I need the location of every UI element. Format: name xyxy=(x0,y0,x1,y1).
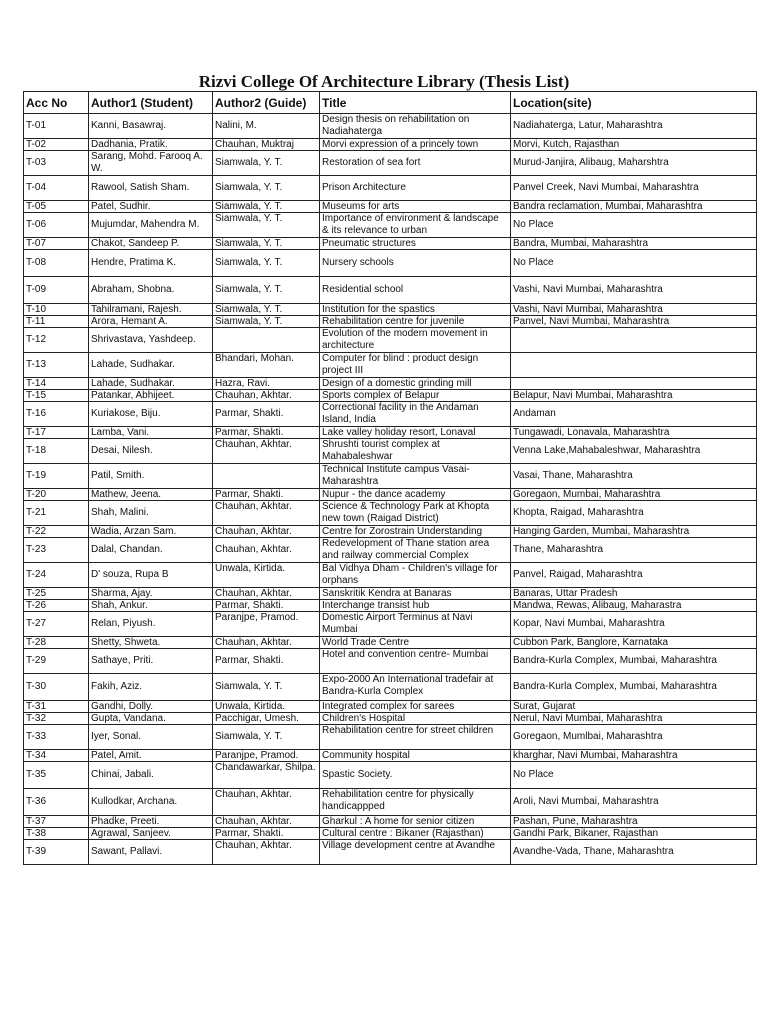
cell-author2: Paranjpe, Pramod. xyxy=(213,750,320,762)
cell-author1: Kanni, Basawraj. xyxy=(89,114,213,139)
cell-author2 xyxy=(213,464,320,489)
cell-title: Pneumatic structures xyxy=(320,238,511,250)
cell-location: Nerul, Navi Mumbai, Maharashtra xyxy=(511,713,757,725)
cell-author2: Parmar, Shakti. xyxy=(213,649,320,674)
cell-title: Residential school xyxy=(320,277,511,304)
column-header-title: Title xyxy=(320,92,511,114)
table-row xyxy=(24,750,757,762)
table-row xyxy=(24,526,757,538)
table-row xyxy=(24,427,757,439)
cell-author2: Chauhan, Akhtar. xyxy=(213,637,320,649)
cell-author1: Iyer, Sonal. xyxy=(89,725,213,750)
cell-title: Design thesis on rehabilitation on Nadiahaterga xyxy=(320,114,511,139)
cell-location: Kopar, Navi Mumbai, Maharashtra xyxy=(511,612,757,637)
cell-author2: Nalini, M. xyxy=(213,114,320,139)
cell-acc-no: T-35 xyxy=(24,762,89,789)
cell-acc-no: T-14 xyxy=(24,378,89,390)
table-row xyxy=(24,277,757,304)
cell-location: Pashan, Pune, Maharashtra xyxy=(511,816,757,828)
table-row xyxy=(24,328,757,353)
cell-author2: Chauhan, Akhtar. xyxy=(213,439,320,464)
cell-author2: Unwala, Kirtida. xyxy=(213,563,320,588)
table-row xyxy=(24,353,757,378)
cell-acc-no: T-27 xyxy=(24,612,89,637)
cell-author2: Pacchigar, Umesh. xyxy=(213,713,320,725)
cell-author2: Chauhan, Akhtar. xyxy=(213,526,320,538)
cell-author2: Parmar, Shakti. xyxy=(213,402,320,427)
cell-location: Tungawadi, Lonavala, Maharashtra xyxy=(511,427,757,439)
cell-title: Nupur - the dance academy xyxy=(320,489,511,501)
cell-title: Institution for the spastics xyxy=(320,304,511,316)
column-header-author1: Author1 (Student) xyxy=(89,92,213,114)
table-row xyxy=(24,176,757,201)
column-header-author2: Author2 (Guide) xyxy=(213,92,320,114)
cell-title: Community hospital xyxy=(320,750,511,762)
cell-author1: Shah, Ankur. xyxy=(89,600,213,612)
cell-acc-no: T-28 xyxy=(24,637,89,649)
cell-title: Rehabilitation centre for physically handicappped xyxy=(320,789,511,816)
cell-title: Prison Architecture xyxy=(320,176,511,201)
cell-location: Bandra reclamation, Mumbai, Maharashtra xyxy=(511,201,757,213)
table-row xyxy=(24,649,757,674)
cell-author2: Siamwala, Y. T. xyxy=(213,674,320,701)
cell-acc-no: T-31 xyxy=(24,701,89,713)
table-row xyxy=(24,213,757,238)
cell-author1: Relan, Piyush. xyxy=(89,612,213,637)
cell-location: No Place xyxy=(511,213,757,238)
cell-author1: Shrivastava, Yashdeep. xyxy=(89,328,213,353)
cell-acc-no: T-03 xyxy=(24,151,89,176)
table-row xyxy=(24,439,757,464)
cell-author1: Dalal, Chandan. xyxy=(89,538,213,563)
cell-title: Village development centre at Avandhe xyxy=(320,840,511,865)
cell-author1: Abraham, Shobna. xyxy=(89,277,213,304)
cell-acc-no: T-18 xyxy=(24,439,89,464)
cell-acc-no: T-29 xyxy=(24,649,89,674)
cell-acc-no: T-15 xyxy=(24,390,89,402)
cell-title: Computer for blind : product design project III xyxy=(320,353,511,378)
cell-author1: Patankar, Abhijeet. xyxy=(89,390,213,402)
cell-title: Bal Vidhya Dham - Children's village for orphans xyxy=(320,563,511,588)
table-row xyxy=(24,464,757,489)
table-row xyxy=(24,238,757,250)
cell-title: Morvi expression of a princely town xyxy=(320,139,511,151)
cell-author2: Chandawarkar, Shilpa. xyxy=(213,762,320,789)
cell-author1: Patel, Sudhir. xyxy=(89,201,213,213)
cell-location: Panvel, Navi Mumbai, Maharashtra xyxy=(511,316,757,328)
table-row xyxy=(24,139,757,151)
cell-acc-no: T-11 xyxy=(24,316,89,328)
cell-author2: Siamwala, Y. T. xyxy=(213,238,320,250)
cell-location: Morvi, Kutch, Rajasthan xyxy=(511,139,757,151)
cell-location: No Place xyxy=(511,250,757,277)
cell-title: Technical Institute campus Vasai-Maharashtra xyxy=(320,464,511,489)
cell-location: Khopta, Raigad, Maharashtra xyxy=(511,501,757,526)
cell-location xyxy=(511,328,757,353)
cell-author1: Wadia, Arzan Sam. xyxy=(89,526,213,538)
cell-author1: D' souza, Rupa B xyxy=(89,563,213,588)
cell-title: Integrated complex for sarees xyxy=(320,701,511,713)
cell-acc-no: T-23 xyxy=(24,538,89,563)
cell-author2: Chauhan, Akhtar. xyxy=(213,538,320,563)
cell-acc-no: T-25 xyxy=(24,588,89,600)
cell-acc-no: T-06 xyxy=(24,213,89,238)
cell-location: Panvel Creek, Navi Mumbai, Maharashtra xyxy=(511,176,757,201)
cell-author2: Bhandari, Mohan. xyxy=(213,353,320,378)
cell-acc-no: T-33 xyxy=(24,725,89,750)
cell-author2: Chauhan, Akhtar. xyxy=(213,390,320,402)
cell-author1: Kuriakose, Biju. xyxy=(89,402,213,427)
cell-author2: Parmar, Shakti. xyxy=(213,828,320,840)
cell-acc-no: T-38 xyxy=(24,828,89,840)
cell-author2 xyxy=(213,328,320,353)
table-row xyxy=(24,250,757,277)
cell-acc-no: T-26 xyxy=(24,600,89,612)
cell-author1: Shah, Malini. xyxy=(89,501,213,526)
cell-title: Redevelopment of Thane station area and railway commercial Complex xyxy=(320,538,511,563)
cell-author1: Phadke, Preeti. xyxy=(89,816,213,828)
cell-title: Centre for Zorostrain Understanding xyxy=(320,526,511,538)
cell-location: Bandra-Kurla Complex, Mumbai, Maharashtra xyxy=(511,674,757,701)
table-row xyxy=(24,501,757,526)
cell-title: Design of a domestic grinding mill xyxy=(320,378,511,390)
cell-author1: Hendre, Pratima K. xyxy=(89,250,213,277)
table-row xyxy=(24,304,757,316)
page-title: Rizvi College Of Architecture Library (Thesis List) xyxy=(198,72,570,91)
cell-author1: Chinai, Jabali. xyxy=(89,762,213,789)
cell-author2: Chauhan, Akhtar. xyxy=(213,501,320,526)
cell-location: Avandhe-Vada, Thane, Maharashtra xyxy=(511,840,757,865)
cell-acc-no: T-24 xyxy=(24,563,89,588)
cell-author2: Siamwala, Y. T. xyxy=(213,250,320,277)
cell-title: Importance of environment & landscape & its relevance to urban xyxy=(320,213,511,238)
table-row xyxy=(24,588,757,600)
cell-location: Goregaon, Mumlbai, Maharashtra xyxy=(511,725,757,750)
cell-title: Evolution of the modern movement in architecture xyxy=(320,328,511,353)
cell-title: Lake valley holiday resort, Lonaval xyxy=(320,427,511,439)
cell-author1: Patil, Smith. xyxy=(89,464,213,489)
cell-location: Surat, Gujarat xyxy=(511,701,757,713)
cell-title: Correctional facility in the Andaman Island, India xyxy=(320,402,511,427)
cell-author2: Parmar, Shakti. xyxy=(213,489,320,501)
table-row xyxy=(24,390,757,402)
cell-author2: Paranjpe, Pramod. xyxy=(213,612,320,637)
cell-author1: Chakot, Sandeep P. xyxy=(89,238,213,250)
cell-acc-no: T-09 xyxy=(24,277,89,304)
cell-author1: Kullodkar, Archana. xyxy=(89,789,213,816)
cell-title: Gharkul : A home for senior citizen xyxy=(320,816,511,828)
table-row xyxy=(24,816,757,828)
cell-location: No Place xyxy=(511,762,757,789)
cell-author2: Siamwala, Y. T. xyxy=(213,725,320,750)
cell-author2: Siamwala, Y. T. xyxy=(213,151,320,176)
cell-author2: Siamwala, Y. T. xyxy=(213,316,320,328)
table-row xyxy=(24,674,757,701)
cell-acc-no: T-19 xyxy=(24,464,89,489)
cell-location: Cubbon Park, Banglore, Karnataka xyxy=(511,637,757,649)
cell-title: Science & Technology Park at Khopta new town (Raigad District) xyxy=(320,501,511,526)
cell-location: Vashi, Navi Mumbai, Maharashtra xyxy=(511,277,757,304)
cell-title: Domestic Airport Terminus at Navi Mumbai xyxy=(320,612,511,637)
cell-location: Belapur, Navi Mumbai, Maharashtra xyxy=(511,390,757,402)
cell-author2: Siamwala, Y. T. xyxy=(213,304,320,316)
cell-author2: Siamwala, Y. T. xyxy=(213,277,320,304)
cell-author1: Arora, Hemant A. xyxy=(89,316,213,328)
cell-author1: Mujumdar, Mahendra M. xyxy=(89,213,213,238)
cell-acc-no: T-36 xyxy=(24,789,89,816)
cell-author1: Patel, Amit. xyxy=(89,750,213,762)
cell-title: Spastic Society. xyxy=(320,762,511,789)
table-row xyxy=(24,378,757,390)
cell-location: Venna Lake,Mahabaleshwar, Maharashtra xyxy=(511,439,757,464)
cell-location: Mandwa, Rewas, Alibaug, Maharastra xyxy=(511,600,757,612)
table-row xyxy=(24,612,757,637)
cell-acc-no: T-07 xyxy=(24,238,89,250)
cell-author1: Agrawal, Sanjeev. xyxy=(89,828,213,840)
cell-location: Aroli, Navi Mumbai, Maharashtra xyxy=(511,789,757,816)
cell-author1: Fakih, Aziz. xyxy=(89,674,213,701)
cell-title: Interchange transist hub xyxy=(320,600,511,612)
table-row xyxy=(24,828,757,840)
cell-title: Nursery schools xyxy=(320,250,511,277)
column-header-acc-no: Acc No xyxy=(24,92,89,114)
cell-author1: Sathaye, Priti. xyxy=(89,649,213,674)
cell-author1: Lahade, Sudhakar. xyxy=(89,353,213,378)
table-row xyxy=(24,316,757,328)
cell-author1: Sawant, Pallavi. xyxy=(89,840,213,865)
cell-acc-no: T-32 xyxy=(24,713,89,725)
cell-location: Nadiahaterga, Latur, Maharashtra xyxy=(511,114,757,139)
table-row xyxy=(24,600,757,612)
table-row xyxy=(24,789,757,816)
cell-acc-no: T-39 xyxy=(24,840,89,865)
cell-acc-no: T-16 xyxy=(24,402,89,427)
cell-author1: Rawool, Satish Sham. xyxy=(89,176,213,201)
cell-location: Gandhi Park, Bikaner, Rajasthan xyxy=(511,828,757,840)
cell-author1: Dadhania, Pratik. xyxy=(89,139,213,151)
cell-title: Restoration of sea fort xyxy=(320,151,511,176)
cell-location: Goregaon, Mumbai, Maharashtra xyxy=(511,489,757,501)
cell-title: World Trade Centre xyxy=(320,637,511,649)
cell-author1: Lahade, Sudhakar. xyxy=(89,378,213,390)
thesis-table xyxy=(23,91,757,865)
cell-acc-no: T-02 xyxy=(24,139,89,151)
cell-author1: Tahilramani, Rajesh. xyxy=(89,304,213,316)
cell-acc-no: T-20 xyxy=(24,489,89,501)
cell-title: Expo-2000 An International tradefair at Bandra-Kurla Complex xyxy=(320,674,511,701)
header-row xyxy=(24,92,757,114)
table-row xyxy=(24,637,757,649)
cell-acc-no: T-22 xyxy=(24,526,89,538)
cell-acc-no: T-10 xyxy=(24,304,89,316)
table-row xyxy=(24,701,757,713)
cell-author2: Unwala, Kirtida. xyxy=(213,701,320,713)
table-row xyxy=(24,114,757,139)
cell-acc-no: T-01 xyxy=(24,114,89,139)
cell-acc-no: T-37 xyxy=(24,816,89,828)
cell-title: Museums for arts xyxy=(320,201,511,213)
cell-title: Cultural centre : Bikaner (Rajasthan) xyxy=(320,828,511,840)
table-row xyxy=(24,402,757,427)
cell-location xyxy=(511,378,757,390)
cell-author2: Hazra, Ravi. xyxy=(213,378,320,390)
cell-location: Thane, Maharashtra xyxy=(511,538,757,563)
cell-author2: Chauhan, Muktraj xyxy=(213,139,320,151)
cell-author1: Gupta, Vandana. xyxy=(89,713,213,725)
table-row xyxy=(24,489,757,501)
table-row xyxy=(24,563,757,588)
cell-location: Bandra-Kurla Complex, Mumbai, Maharashtra xyxy=(511,649,757,674)
table-row xyxy=(24,201,757,213)
cell-title: Hotel and convention centre- Mumbai xyxy=(320,649,511,674)
cell-author1: Shetty, Shweta. xyxy=(89,637,213,649)
cell-title: Rehabilitation centre for street children xyxy=(320,725,511,750)
cell-location: kharghar, Navi Mumbai, Maharashtra xyxy=(511,750,757,762)
cell-acc-no: T-30 xyxy=(24,674,89,701)
cell-location: Hanging Garden, Mumbai, Maharashtra xyxy=(511,526,757,538)
cell-author2: Chauhan, Akhtar. xyxy=(213,816,320,828)
table-row xyxy=(24,713,757,725)
cell-author2: Siamwala, Y. T. xyxy=(213,176,320,201)
cell-author1: Gandhi, Dolly. xyxy=(89,701,213,713)
cell-location: Andaman xyxy=(511,402,757,427)
table-row xyxy=(24,762,757,789)
column-header-location: Location(site) xyxy=(511,92,757,114)
cell-location: Vasai, Thane, Maharashtra xyxy=(511,464,757,489)
table-row xyxy=(24,840,757,865)
cell-title: Shrushti tourist complex at Mahabaleshwar xyxy=(320,439,511,464)
cell-author2: Chauhan, Akhtar. xyxy=(213,588,320,600)
cell-location: Vashi, Navi Mumbai, Maharashtra xyxy=(511,304,757,316)
table-row xyxy=(24,151,757,176)
cell-acc-no: T-17 xyxy=(24,427,89,439)
cell-location: Bandra, Mumbai, Maharashtra xyxy=(511,238,757,250)
cell-acc-no: T-08 xyxy=(24,250,89,277)
cell-location: Panvel, Raigad, Maharashtra xyxy=(511,563,757,588)
cell-acc-no: T-12 xyxy=(24,328,89,353)
cell-acc-no: T-13 xyxy=(24,353,89,378)
cell-title: Rehabilitation centre for juvenile xyxy=(320,316,511,328)
cell-title: Sports complex of Belapur xyxy=(320,390,511,402)
cell-author2: Chauhan, Akhtar. xyxy=(213,789,320,816)
cell-acc-no: T-04 xyxy=(24,176,89,201)
cell-author1: Mathew, Jeena. xyxy=(89,489,213,501)
cell-author2: Chauhan, Akhtar. xyxy=(213,840,320,865)
table-row xyxy=(24,725,757,750)
cell-location xyxy=(511,353,757,378)
cell-title: Sanskritik Kendra at Banaras xyxy=(320,588,511,600)
cell-location: Banaras, Uttar Pradesh xyxy=(511,588,757,600)
cell-location: Murud-Janjira, Alibaug, Maharshtra xyxy=(511,151,757,176)
table-body xyxy=(24,114,757,865)
cell-title: Children's Hospital xyxy=(320,713,511,725)
cell-author1: Sarang, Mohd. Farooq A. W. xyxy=(89,151,213,176)
cell-author1: Sharma, Ajay. xyxy=(89,588,213,600)
cell-author2: Siamwala, Y. T. xyxy=(213,213,320,238)
cell-acc-no: T-34 xyxy=(24,750,89,762)
cell-acc-no: T-21 xyxy=(24,501,89,526)
cell-acc-no: T-05 xyxy=(24,201,89,213)
table-row xyxy=(24,538,757,563)
cell-author2: Parmar, Shakti. xyxy=(213,427,320,439)
cell-author2: Siamwala, Y. T. xyxy=(213,201,320,213)
cell-author2: Parmar, Shakti. xyxy=(213,600,320,612)
cell-author1: Desai, Nilesh. xyxy=(89,439,213,464)
cell-author1: Lamba, Vani. xyxy=(89,427,213,439)
